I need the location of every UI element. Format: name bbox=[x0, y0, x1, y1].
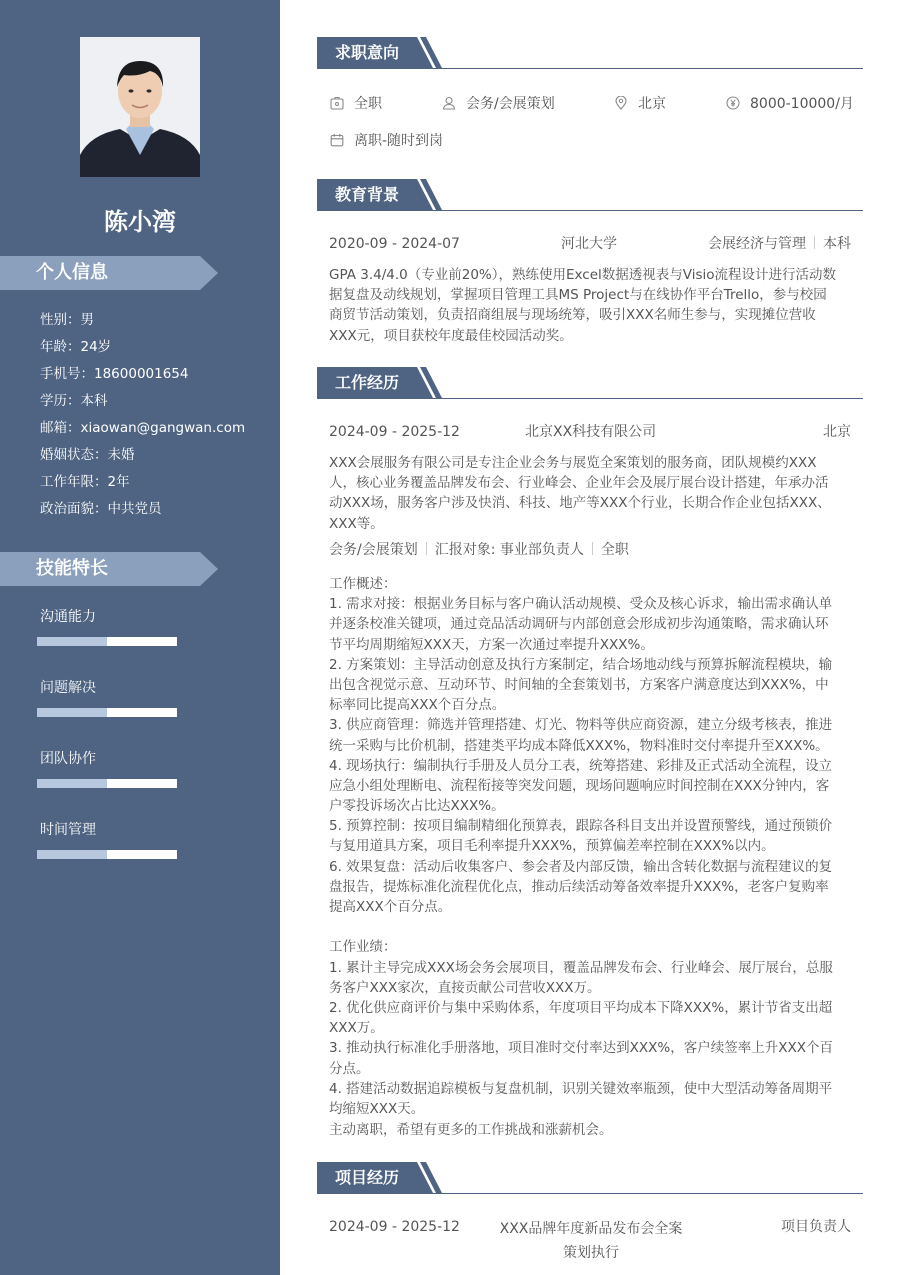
company-description bbox=[329, 453, 854, 534]
intent-status bbox=[330, 130, 443, 150]
skill-bar-fill bbox=[37, 637, 107, 646]
skill-bar-fill bbox=[37, 779, 107, 788]
info-education: 学历：本科 bbox=[40, 393, 108, 409]
project-date: 2024-09 - 2025-12 bbox=[329, 1219, 460, 1235]
education-major: 会展经济与管理 bbox=[708, 236, 806, 252]
personal-info-header bbox=[0, 256, 218, 290]
education-desc-line: 商贸节活动策划，负责招商组展与现场统筹，吸引XXX名师生参与，实现摊位营收 bbox=[329, 307, 816, 324]
sidebar bbox=[0, 0, 280, 1275]
work-detail-line: 出包含视觉示意、互动环节、时间轴的全套策划书，方案客户满意度达到XXX%，中 bbox=[329, 676, 829, 693]
education-title: 教育背景 bbox=[335, 185, 400, 204]
candidate-name: 陈小湾 bbox=[104, 208, 176, 236]
intent-salary-text: 8000-10000/月 bbox=[750, 96, 854, 112]
work-detail-line: XXX万。 bbox=[329, 1020, 384, 1037]
intent-type bbox=[330, 93, 382, 113]
company-desc-line: 动XXX场，服务客户涉及快消、科技、地产等XXX个行业，长期合作企业包括XXX、 bbox=[329, 495, 831, 512]
education-degree: 本科 bbox=[823, 236, 851, 252]
job-intent-header bbox=[317, 37, 863, 69]
skill-bar-fill bbox=[37, 850, 107, 859]
work-detail-line: 节平均周期缩短XXX天，方案一次通过率提升XXX%。 bbox=[329, 636, 654, 653]
skill-label: 问题解决 bbox=[40, 680, 96, 696]
work-detail-line: 分点。 bbox=[329, 1060, 370, 1077]
work-row bbox=[329, 421, 851, 443]
work-type: 全职 bbox=[600, 542, 629, 558]
work-detail-line: 工作概述： bbox=[329, 576, 397, 592]
work-detail-line: 4. 搭建活动数据追踪模板与复盘机制，识别关键效率瓶颈，使中大型活动筹备周期平 bbox=[329, 1080, 833, 1097]
company-desc-line: XXX等。 bbox=[329, 515, 384, 532]
intent-status-text: 离职-随时到岗 bbox=[354, 133, 444, 149]
project-role: 项目负责人 bbox=[781, 1219, 851, 1235]
project-name-line: XXX品牌年度新品发布会全案 bbox=[499, 1221, 683, 1237]
intent-type-text: 全职 bbox=[354, 96, 382, 112]
work-meta bbox=[329, 539, 851, 561]
work-detail-line: 3. 供应商管理：筛选并管理搭建、灯光、物料等供应商资源，建立分级考核表，推进 bbox=[329, 717, 833, 734]
work-detail-line: 户零投诉场次占比达XXX%。 bbox=[329, 798, 505, 815]
work-detail-line: 应急小组处理断电、流程衔接等突发问题，现场问题响应时间控制在XXX分钟内，客 bbox=[329, 777, 830, 794]
personal-info-list bbox=[40, 309, 275, 525]
work-detail-line: 均缩短XXX天。 bbox=[329, 1100, 425, 1117]
skill-bar bbox=[37, 637, 177, 646]
education-description bbox=[329, 265, 854, 346]
intent-position bbox=[442, 93, 555, 113]
job-type-icon bbox=[330, 96, 344, 110]
education-desc-line: XXX元，项目获校年度最佳校园活动奖。 bbox=[329, 327, 573, 344]
work-detail-line: 提高XXX个百分点。 bbox=[329, 899, 452, 915]
skill-item bbox=[40, 607, 180, 627]
skill-label: 团队协作 bbox=[40, 751, 96, 767]
project-title: 项目经历 bbox=[335, 1168, 400, 1187]
work-company: 北京XX科技有限公司 bbox=[525, 424, 657, 440]
skill-bar bbox=[37, 779, 177, 788]
user-icon bbox=[442, 96, 456, 110]
skill-item bbox=[40, 678, 180, 698]
info-phone: 手机号：18600001654 bbox=[40, 366, 189, 382]
intent-city bbox=[614, 93, 666, 113]
work-date: 2024-09 - 2025-12 bbox=[329, 424, 460, 440]
work-detail-line: 2. 方案策划：主导活动创意及执行方案制定，结合场地动线与预算拆解流程模块，输 bbox=[329, 656, 833, 673]
education-desc-line: GPA 3.4/4.0（专业前20%），熟练使用Excel数据透视表与Visio流程设计进行活动数 bbox=[329, 267, 837, 283]
personal-info-title: 个人信息 bbox=[36, 262, 108, 283]
work-detail-line: 与复用道具方案，项目毛利率提升XXX%，预算偏差率控制在XXX%以内。 bbox=[329, 838, 775, 855]
work-detail-line: 1. 需求对接：根据业务目标与客户确认活动规模、受众及核心诉求，输出需求确认单 bbox=[329, 596, 833, 613]
work-header bbox=[317, 367, 863, 399]
project-row bbox=[329, 1216, 851, 1266]
skill-item bbox=[40, 820, 180, 840]
skill-label: 沟通能力 bbox=[40, 609, 96, 625]
work-city: 北京 bbox=[823, 424, 851, 440]
skill-bar bbox=[37, 708, 177, 717]
info-political: 政治面貌：中共党员 bbox=[40, 501, 162, 517]
work-detail-line: 3. 推动执行标准化手册落地，项目准时交付率达到XXX%，客户续签率上升XXX个百 bbox=[329, 1040, 833, 1057]
work-detail-line: 盘报告，提炼标准化流程优化点，推动后续活动筹备效率提升XXX%，老客户复购率 bbox=[329, 878, 829, 895]
company-desc-line: XXX会展服务有限公司是专注企业会务与展览全案策划的服务商，团队规模约XXX bbox=[329, 455, 817, 471]
skills-title: 技能特长 bbox=[36, 558, 108, 579]
education-school: 河北大学 bbox=[561, 236, 617, 252]
intent-position-text: 会务/会展策划 bbox=[466, 96, 555, 112]
work-meta-line bbox=[329, 539, 629, 561]
work-detail-line: 1. 累计主导完成XXX场会务会展项目，覆盖品牌发布会、行业峰会、展厅展台，总服 bbox=[329, 959, 833, 976]
avatar-photo bbox=[80, 37, 200, 177]
calendar-icon bbox=[330, 133, 344, 147]
work-title: 工作经历 bbox=[335, 373, 400, 392]
info-gender: 性别：男 bbox=[40, 312, 94, 328]
education-header bbox=[317, 179, 863, 211]
work-detail-line: 务客户XXX家次，直接贡献公司营收XXX万。 bbox=[329, 979, 601, 996]
education-major-degree bbox=[708, 233, 851, 255]
skill-bar bbox=[37, 850, 177, 859]
location-icon bbox=[614, 96, 628, 110]
project-name-line: 策划执行 bbox=[563, 1245, 619, 1261]
skill-label: 时间管理 bbox=[40, 822, 96, 838]
leave-reason bbox=[329, 1120, 854, 1140]
work-detail-line: 标率同比提高XXX个百分点。 bbox=[329, 697, 506, 714]
project-header bbox=[317, 1162, 863, 1194]
education-date: 2020-09 - 2024-07 bbox=[329, 236, 460, 252]
info-marital: 婚姻状态：未婚 bbox=[40, 447, 135, 463]
work-detail-line: 统一采购与比价机制，搭建类平均成本降低XXX%，物料准时交付率提升至XXX%。 bbox=[329, 737, 829, 754]
intent-salary bbox=[726, 93, 854, 113]
work-detail-line bbox=[329, 917, 854, 937]
project-name bbox=[499, 1216, 683, 1264]
info-age: 年龄：24岁 bbox=[40, 339, 112, 355]
leave-reason-text: 主动离职，希望有更多的工作挑战和涨薪机会。 bbox=[329, 1122, 613, 1138]
education-desc-line: 据复盘及动线规划，掌握项目管理工具MS Project与在线协作平台Trello，参与校园 bbox=[329, 287, 827, 304]
skill-bar-fill bbox=[37, 708, 107, 717]
intent-city-text: 北京 bbox=[638, 96, 666, 112]
company-desc-line: 人，核心业务覆盖品牌发布会、行业峰会、企业年会及展厅展台设计搭建，年承办活 bbox=[329, 475, 829, 492]
education-row bbox=[329, 233, 851, 255]
skills-header bbox=[0, 552, 218, 586]
work-report: 汇报对象: 事业部负责人 bbox=[434, 542, 584, 558]
work-detail-line: 2. 优化供应商评价与集中采购体系，年度项目平均成本下降XXX%，累计节省支出超 bbox=[329, 999, 833, 1016]
info-email: 邮箱：xiaowan@gangwan.com bbox=[40, 420, 246, 436]
work-details bbox=[329, 574, 854, 1139]
work-detail-line: 4. 现场执行：编制执行手册及人员分工表，统筹搭建、彩排及正式活动全流程，设立 bbox=[329, 757, 833, 774]
work-role: 会务/会展策划 bbox=[329, 542, 418, 558]
work-detail-line: 工作业绩： bbox=[329, 939, 397, 956]
work-detail-line: 并逐条校准关键项，通过竞品活动调研与内部创意会形成初步沟通策略，需求确认环 bbox=[329, 616, 829, 633]
money-icon bbox=[726, 96, 740, 110]
skill-item bbox=[40, 749, 180, 769]
work-detail-line: 6. 效果复盘：活动后收集客户、参会者及内部反馈，输出含转化数据与流程建议的复 bbox=[329, 858, 833, 875]
info-experience: 工作年限：2年 bbox=[40, 474, 130, 490]
job-intent-title: 求职意向 bbox=[335, 43, 400, 62]
work-detail-line: 5. 预算控制：按项目编制精细化预算表，跟踪各科目支出并设置预警线，通过预锁价 bbox=[329, 818, 833, 835]
